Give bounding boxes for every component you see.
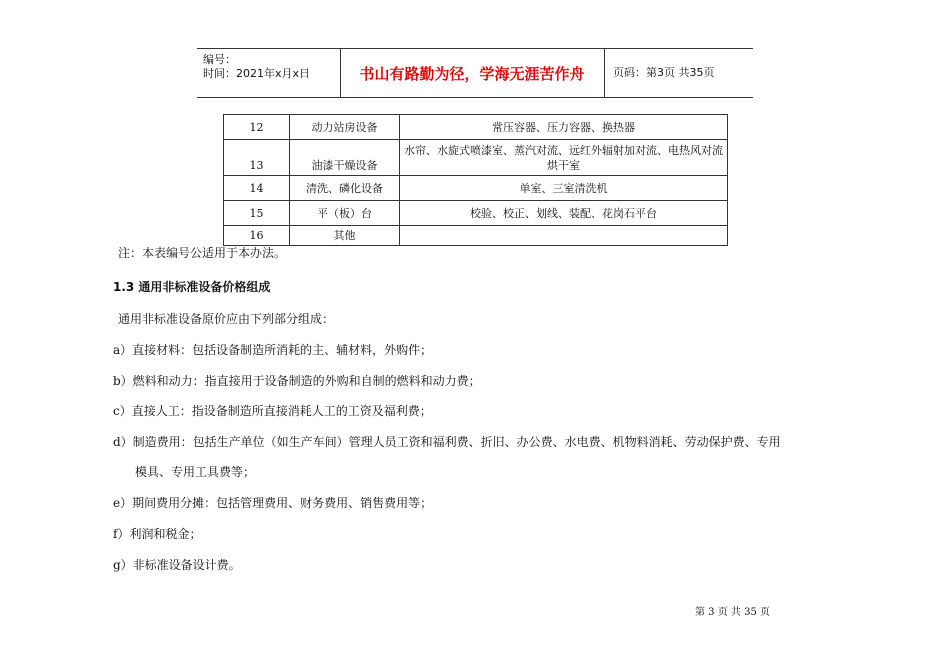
header-motto: 书山有路勤为径，学海无涯苦作舟 bbox=[359, 64, 585, 83]
row-name: 清洗、磷化设备 bbox=[290, 176, 400, 201]
list-item: c）直接人工：指设备制造所直接消耗人工的工资及福利费； bbox=[113, 404, 432, 418]
page-footer: 第 3 页 共 35 页 bbox=[695, 607, 770, 618]
serial-label: 编号： bbox=[203, 53, 236, 66]
table-row bbox=[224, 226, 728, 246]
time-label: 时间：2021年x月x日 bbox=[203, 67, 311, 80]
table-row bbox=[224, 115, 728, 140]
header-motto-cell bbox=[340, 49, 605, 97]
row-number: 12 bbox=[224, 115, 290, 140]
table-row bbox=[224, 140, 728, 176]
row-number: 16 bbox=[224, 226, 290, 246]
list-item: b）燃料和动力：指直接用于设备制造的外购和自制的燃料和动力费； bbox=[113, 374, 481, 388]
equipment-table bbox=[223, 114, 728, 246]
list-item: e）期间费用分摊：包括管理费用、财务费用、销售费用等； bbox=[113, 496, 433, 510]
row-desc: 单室、三室清洗机 bbox=[400, 176, 728, 201]
page-header bbox=[197, 48, 753, 98]
row-number: 14 bbox=[224, 176, 290, 201]
intro-paragraph: 通用非标准设备原价应由下列部分组成： bbox=[118, 312, 335, 326]
section-title: 1.3 通用非标准设备价格组成 bbox=[113, 280, 271, 294]
header-page-cell bbox=[605, 49, 753, 97]
header-meta bbox=[197, 49, 341, 97]
row-desc: 水帘、水旋式喷漆室、蒸汽对流、远红外辐射加对流、电热风对流烘干室 bbox=[400, 140, 728, 176]
list-item-continuation: 模具、专用工具费等； bbox=[135, 465, 256, 479]
row-desc: 常压容器、压力容器、换热器 bbox=[400, 115, 728, 140]
header-page-code: 页码：第3页 共35页 bbox=[613, 66, 715, 79]
row-number: 15 bbox=[224, 201, 290, 226]
list-item: a）直接材料：包括设备制造所消耗的主、辅材料，外购件； bbox=[113, 343, 433, 357]
row-name: 平（板）台 bbox=[290, 201, 400, 226]
row-desc: 校验、校正、划线、装配、花岗石平台 bbox=[400, 201, 728, 226]
row-name: 其他 bbox=[290, 226, 400, 246]
table-row bbox=[224, 176, 728, 201]
table-note: 注：本表编号公适用于本办法。 bbox=[118, 246, 287, 260]
row-number: 13 bbox=[224, 140, 290, 176]
row-name: 油漆干燥设备 bbox=[290, 140, 400, 176]
list-item: d）制造费用：包括生产单位（如生产车间）管理人员工资和福利费、折旧、办公费、水电费、机物料消耗、劳动保护费、专用 bbox=[113, 435, 781, 449]
row-name: 动力站房设备 bbox=[290, 115, 400, 140]
list-item: g）非标准设备设计费。 bbox=[113, 558, 241, 572]
row-desc bbox=[400, 226, 728, 246]
table-row bbox=[224, 201, 728, 226]
list-item: f）利润和税金； bbox=[113, 527, 202, 541]
